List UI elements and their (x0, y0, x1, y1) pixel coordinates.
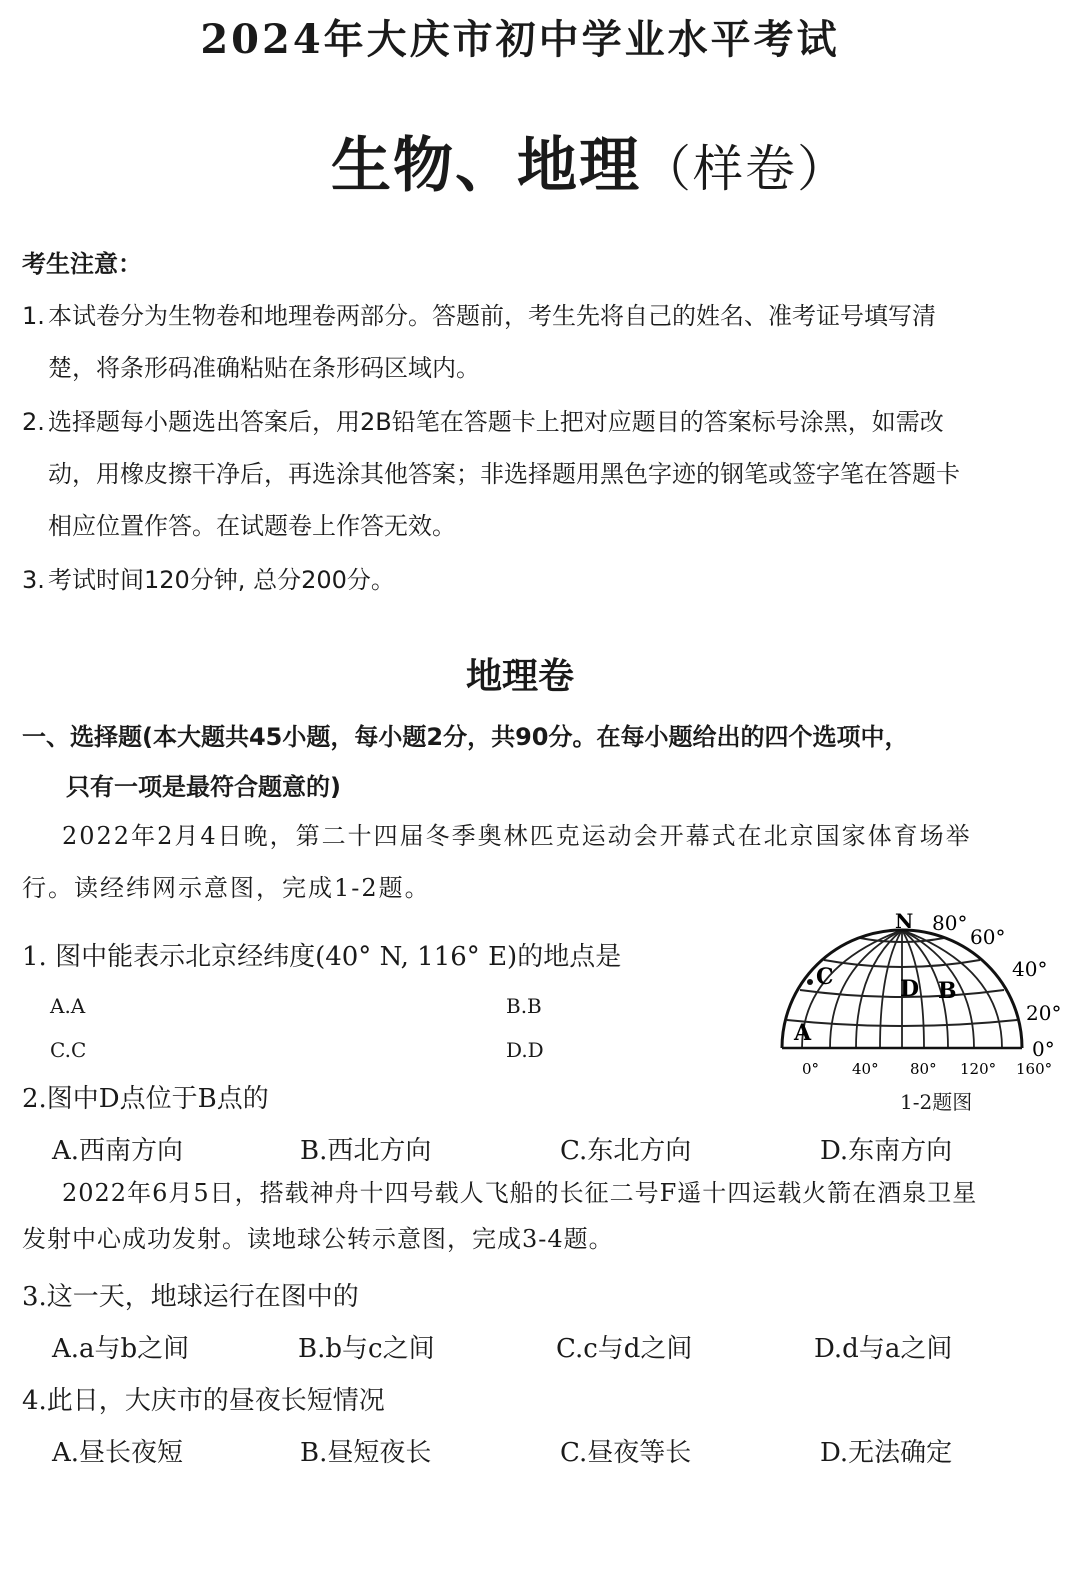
lat-label-20: 20° (1026, 1001, 1062, 1025)
section-title: 地理卷 (465, 656, 574, 697)
notice-item-3 (22, 554, 1042, 606)
point-d-label: D (900, 976, 920, 1002)
lon-label-80: 80° (910, 1060, 937, 1078)
pole-label: N (895, 909, 914, 933)
passage-1 (22, 810, 1042, 914)
question-2-option-c[interactable]: C.东北方向 (560, 1136, 692, 1166)
question-1-option-c[interactable]: C.C (50, 1038, 87, 1062)
lat-long-grid-figure (772, 908, 1072, 1108)
question-4-option-a[interactable]: A.昼长夜短 (52, 1438, 184, 1468)
question-4-option-d[interactable]: D.无法确定 (820, 1438, 953, 1468)
question-3-option-c[interactable]: C.c与d之间 (556, 1334, 693, 1364)
notice-text: 选择题每小题选出答案后，用2B铅笔在答题卡上把对应题目的答案标号涂黑，如需改 (48, 408, 944, 436)
notice-text-cont: 楚，将条形码准确粘贴在条形码区域内。 (48, 354, 480, 382)
point-b-label: B (938, 978, 957, 1004)
lon-label-120: 120° (960, 1060, 997, 1078)
question-4-option-c[interactable]: C.昼夜等长 (560, 1438, 692, 1468)
lon-label-0: 0° (802, 1060, 820, 1078)
question-1-option-a[interactable]: A.A (50, 994, 86, 1018)
part-heading-line1: 一、选择题(本大题共45小题，每小题2分，共90分。在每小题给出的四个选项中， (22, 723, 909, 751)
passage-line2: 发射中心成功发射。读地球公转示意图，完成3-4题。 (22, 1225, 614, 1253)
question-3-stem: 3.这一天，地球运行在图中的 (22, 1282, 359, 1312)
question-3-option-d[interactable]: D.d与a之间 (814, 1334, 953, 1364)
notice-heading: 考生注意： (22, 250, 142, 278)
part-heading-line2: 只有一项是最符合题意的) (66, 773, 341, 801)
question-4-option-b[interactable]: B.昼短夜长 (300, 1438, 432, 1468)
question-2-option-d[interactable]: D.东南方向 (820, 1136, 953, 1166)
question-3-option-b[interactable]: B.b与c之间 (298, 1334, 435, 1364)
notice-number: 2. (22, 408, 45, 436)
passage-line1: 2022年6月5日，搭载神舟十四号载人飞船的长征二号F遥十四运载火箭在酒泉卫星 (62, 1179, 978, 1207)
notice-item-2 (22, 396, 1042, 552)
subject-title (0, 118, 1080, 204)
lat-long-grid-svg (772, 908, 1072, 1108)
lat-label-40: 40° (1012, 957, 1048, 981)
notice-text-cont: 动，用橡皮擦干净后，再选涂其他答案；非选择题用黑色字迹的钢笔或签字笔在答题卡 (48, 460, 960, 488)
lon-label-40: 40° (852, 1060, 879, 1078)
lat-label-80: 80° (932, 911, 968, 935)
subject-name: 生物、地理 (331, 131, 641, 201)
point-a-label: A (794, 1020, 812, 1046)
question-2-option-b[interactable]: B.西北方向 (300, 1136, 432, 1166)
point-c-label: C (816, 964, 834, 990)
lon-label-160: 160° (1016, 1060, 1053, 1078)
notice-item-1 (22, 290, 1042, 394)
subject-suffix: （样卷） (641, 140, 849, 198)
question-1-stem: 1. 图中能表示北京经纬度(40° N, 116° E)的地点是 (22, 942, 622, 972)
notice-text: 本试卷分为生物卷和地理卷两部分。答题前，考生先将自己的姓名、准考证号填写清 (48, 302, 936, 330)
point-c-marker (807, 979, 813, 985)
question-3-option-a[interactable]: A.a与b之间 (52, 1334, 190, 1364)
lat-label-60: 60° (970, 925, 1006, 949)
question-4-stem: 4.此日，大庆市的昼夜长短情况 (22, 1386, 385, 1416)
lat-label-0: 0° (1032, 1037, 1055, 1061)
question-1-option-b[interactable]: B.B (506, 994, 542, 1018)
question-2-option-a[interactable]: A.西南方向 (52, 1136, 184, 1166)
notice-number: 3. (22, 566, 45, 594)
notice-text-cont2: 相应位置作答。在试题卷上作答无效。 (48, 512, 456, 540)
passage-line2: 行。读经纬网示意图，完成1-2题。 (22, 874, 431, 902)
question-1-option-d[interactable]: D.D (506, 1038, 544, 1062)
exam-title: 2024年大庆市初中学业水平考试 (200, 16, 840, 63)
part-heading (22, 712, 908, 812)
question-2-stem: 2.图中D点位于B点的 (22, 1084, 269, 1114)
notice-text: 考试时间120分钟, 总分200分。 (48, 566, 395, 594)
notice-number: 1. (22, 302, 45, 330)
passage-2 (22, 1170, 1042, 1262)
figure-caption: 1-2题图 (900, 1090, 973, 1114)
passage-line1: 2022年2月4日晚，第二十四届冬季奥林匹克运动会开幕式在北京国家体育场举 (62, 822, 972, 850)
